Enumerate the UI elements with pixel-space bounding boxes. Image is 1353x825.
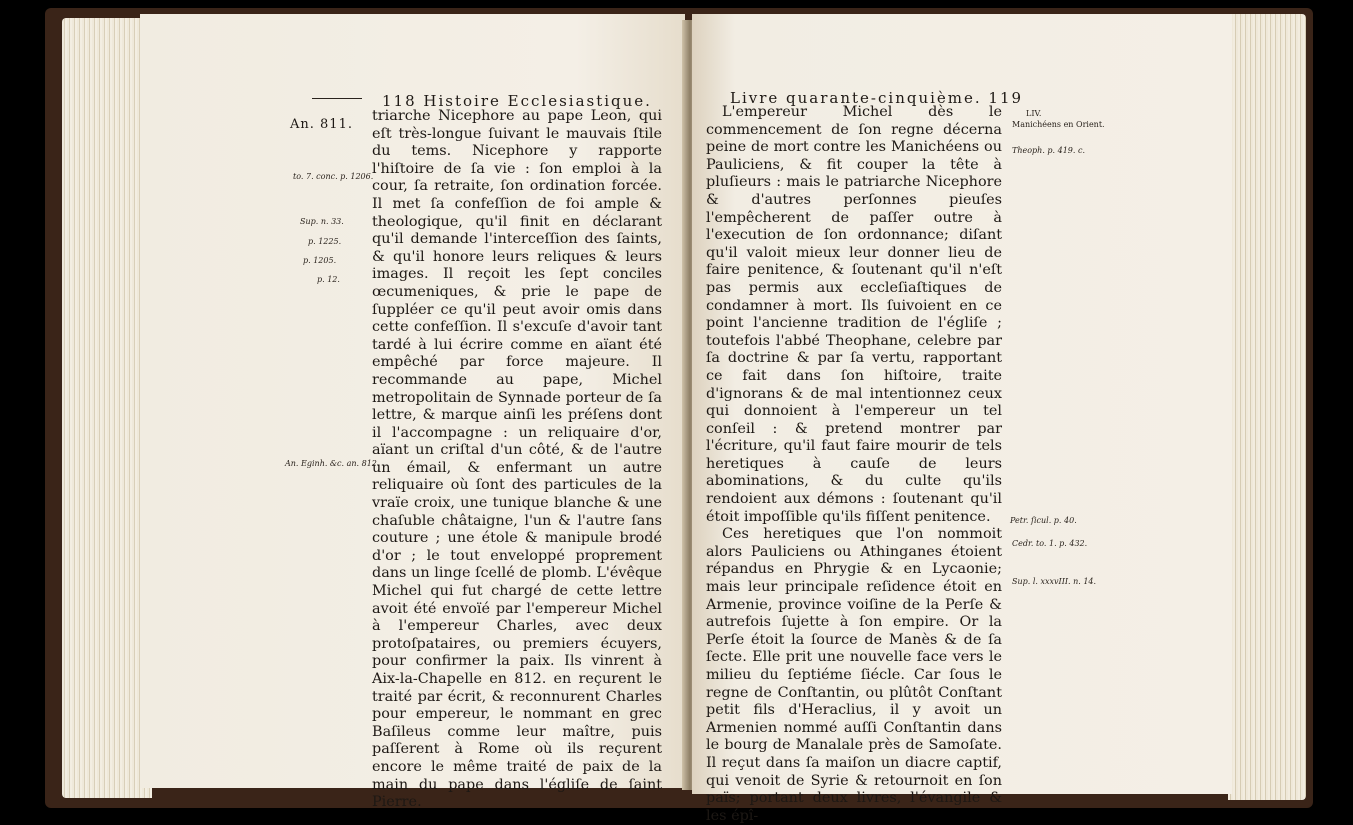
margin-note: LIV.: [1026, 109, 1042, 118]
right-body-text: [706, 104, 1002, 825]
margin-note: Petr. ſicul. p. 40.: [1010, 516, 1077, 525]
margin-note: Manichéens en Orient.: [1012, 120, 1105, 129]
page-edges-left: [62, 18, 152, 798]
margin-note: Sup. n. 33.: [300, 217, 344, 226]
right-page: [692, 14, 1232, 824]
paragraph: Ces heretiques que l'on nommoit alors Pauliciens ou Athinganes étoient répandus en Phrygie & en Lycaonie; mais leur principale reſidence étoit en Armenie, province voiſine de la Perſe & autrefois ſujette à ſon empire. Or la Perſe étoit la ſource de Manès & de ſa ſecte. Elle prit une nouvelle face vers le milieu du ſeptiéme ſiécle. Car ſous le regne de Conſtantin, ou plûtôt Conſtant petit fils d'Heraclius, il y avoit un Armenien nommé auſſi Conſtantin dans le bourg de Manalale près de Samoſate. Il reçut dans ſa maiſon un diacre captif, qui venoit de Syrie & retournoit en ſon païs; portant deux livres, l'évangile & les épî-: [706, 526, 1002, 824]
header-rule: [312, 98, 362, 99]
margin-note: to. 7. conc. p. 1206.: [293, 172, 374, 181]
left-body-text: [372, 108, 662, 812]
margin-note: p. 1205.: [303, 256, 337, 265]
paragraph: triarche Nicephore au pape Leon, qui eſt très-longue ſuivant le mauvais ſtile du tems. Nicephore y rapporte l'hiſtoire de ſa vie : ſon emploi à la cour, ſa retraite, ſon ordination forcée. Il met ſa confeſſion de foi ample & theologique, qu'il finit en déclarant qu'il demande l'interceſſion des ſaints, & qu'il honore leurs reliques & leurs images. Il reçoit les ſept conciles œcumeniques, & prie le pape de ſuppléer ce qu'il peut avoir omis dans cette confeſſion. Il s'excuſe d'avoir tant tardé à lui écrire comme en aïant été empêché par force majeure. Il recommande au pape, Michel metropolitain de Synnade porteur de ſa lettre, & marque ainſi les préſens dont il l'accompagne : un reliquaire d'or, aïant un criſtal d'un côté, & de l'autre un émail, & enfermant un autre reliquaire où ſont des particules de la vraïe croix, une tunique blanche & une chaſuble châtaigne, l'un & l'autre ſans couture ; une étole & manipule brodé d'or ; le tout enveloppé proprement dans un linge ſcellé de plomb. L'évêque Michel qui fut chargé de cette lettre avoit été envoïé par l'empereur Michel à l'empereur Charles, avec deux protoſpataires, ou premiers écuyers, pour confirmer la paix. Ils vinrent à Aix-la-Chapelle en 812. en reçurent le traité par écrit, & reconnurent Charles pour empereur, le nommant en grec Baſileus comme leur maître, puis paſſerent à Rome où ils reçurent encore le même traité de paix de la main du pape dans l'égliſe de ſaint Pierre.: [372, 108, 662, 811]
page-edges-right: [1228, 14, 1306, 800]
margin-note: An. Eginh. &c. an. 812.: [285, 459, 380, 468]
margin-note: Theoph. p. 419. c.: [1012, 146, 1085, 155]
right-running-head: Livre quarante-cinquième. 119: [730, 89, 1024, 107]
margin-note: p. 12.: [317, 275, 340, 284]
left-running-head: 118 Histoire Ecclesiastique.: [382, 92, 652, 110]
margin-note: Sup. l. xxxvIII. n. 14.: [1012, 577, 1097, 586]
paragraph: L'empereur Michel dès le commencement de ſon regne décerna peine de mort contre les Manichéens ou Pauliciens, & fit couper la tête à pluſieurs : mais le patriarche Nicephore & d'autres perſonnes pieuſes l'empêcherent de paſſer outre à l'execution de ſon ordonnance; diſant qu'il valoit mieux leur donner lieu de faire penitence, & ſoutenant qu'il n'eſt pas permis aux eccleſiaſtiques de condamner à mort. Ils ſuivoient en ce point l'ancienne tradition de l'égliſe ; toutefois l'abbé Theophane, celebre par ſa doctrine & par ſa vertu, rapportant ce fait dans ſon hiſtoire, traite d'ignorans & de mal intentionnez ceux qui donnoient à l'empereur un tel conſeil : & pretend montrer par l'écriture, qu'il faut faire mourir de tels heretiques à cauſe de leurs abominations, & du culte qu'ils rendoient aux démons : ſoutenant qu'il étoit impoſſible qu'ils fiſſent penitence.: [706, 104, 1002, 525]
year-marker: An. 811.: [290, 117, 353, 132]
margin-note: Cedr. to. 1. p. 432.: [1012, 539, 1088, 548]
left-page: [140, 14, 685, 811]
margin-note: p. 1225.: [308, 237, 342, 246]
